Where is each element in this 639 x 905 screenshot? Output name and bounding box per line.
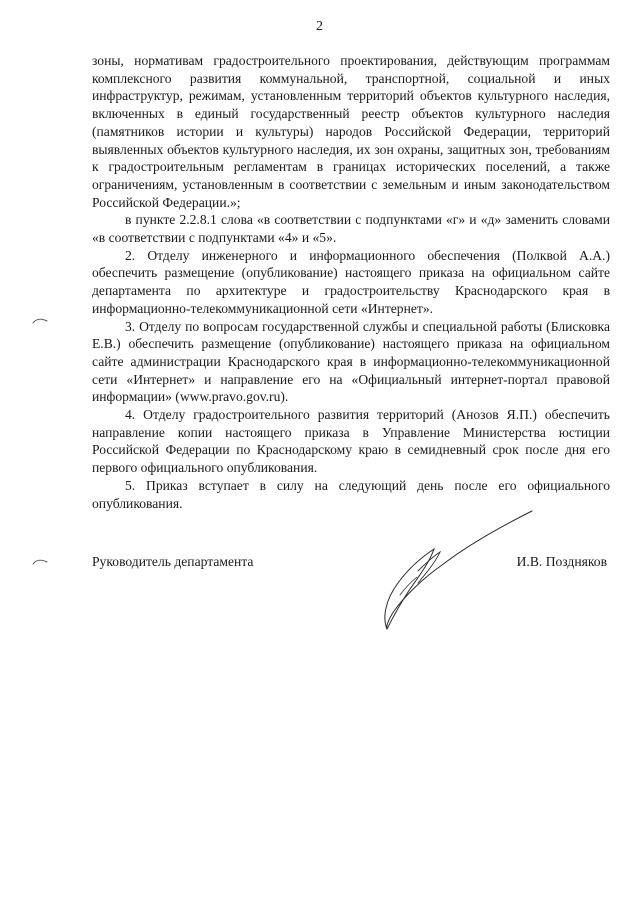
page-number: 2 bbox=[316, 19, 323, 34]
signatory-position: Руководитель департамента bbox=[92, 554, 254, 569]
paragraph-item-2: 2. Отделу инженерного и информационного обеспечения (Полквой А.А.) обеспечить размещение (опубликование) настоящего приказа на официальном сайте департамента по архитектуре и градостроительству Краснодарского края в информационно-телекоммуникационной сети «Интернет». bbox=[92, 247, 610, 316]
margin-mark bbox=[32, 316, 48, 326]
margin-mark bbox=[32, 557, 48, 567]
paragraph-continuation: зоны, нормативам градостроительного проектирования, действующим программам комплексного развития коммунальной, транспортной, социальной и иных инфраструктур, режимам, установленным территорий объектов культурного наследия, включенных в единый государственный реестр объектов культурного наследия (памятников истории и культуры) народов Российской Федерации, территорий выявленных объектов культурного наследия, их зон охраны, защитных зон, требованиям к градостроительным регламентам в границах исторических поселений, а также ограничениям, установленным в соответствии с земельным и иным законодательством Российской Федерации.»; bbox=[92, 53, 610, 210]
paragraph-item-5: 5. Приказ вступает в силу на следующий день после его официального опубликования. bbox=[92, 477, 610, 511]
paragraph-amendment: в пункте 2.2.8.1 слова «в соответствии с подпунктами «г» и «д» заменить словами «в соответствии с подпунктами «4» и «5». bbox=[92, 212, 610, 246]
handwritten-signature bbox=[360, 505, 540, 640]
signatory-name: И.В. Поздняков bbox=[516, 554, 607, 569]
paragraph-item-3: 3. Отделу по вопросам государственной службы и специальной работы (Блисковка Е.В.) обеспечить размещение (опубликование) настоящего приказа на официальном сайте администрации Краснодарского края в информационно-телекоммуникационной сети «Интернет» и направление его на «Официальный интернет-портал правовой информации» (www.pravo.gov.ru). bbox=[92, 318, 610, 405]
paragraph-item-4: 4. Отделу градостроительного развития территорий (Анозов Я.П.) обеспечить направление копии настоящего приказа в Управление Министерства юстиции Российской Федерации по Краснодарскому краю в семидневный срок после дня его первого официального опубликования. bbox=[92, 407, 610, 476]
document-body bbox=[92, 52, 610, 512]
